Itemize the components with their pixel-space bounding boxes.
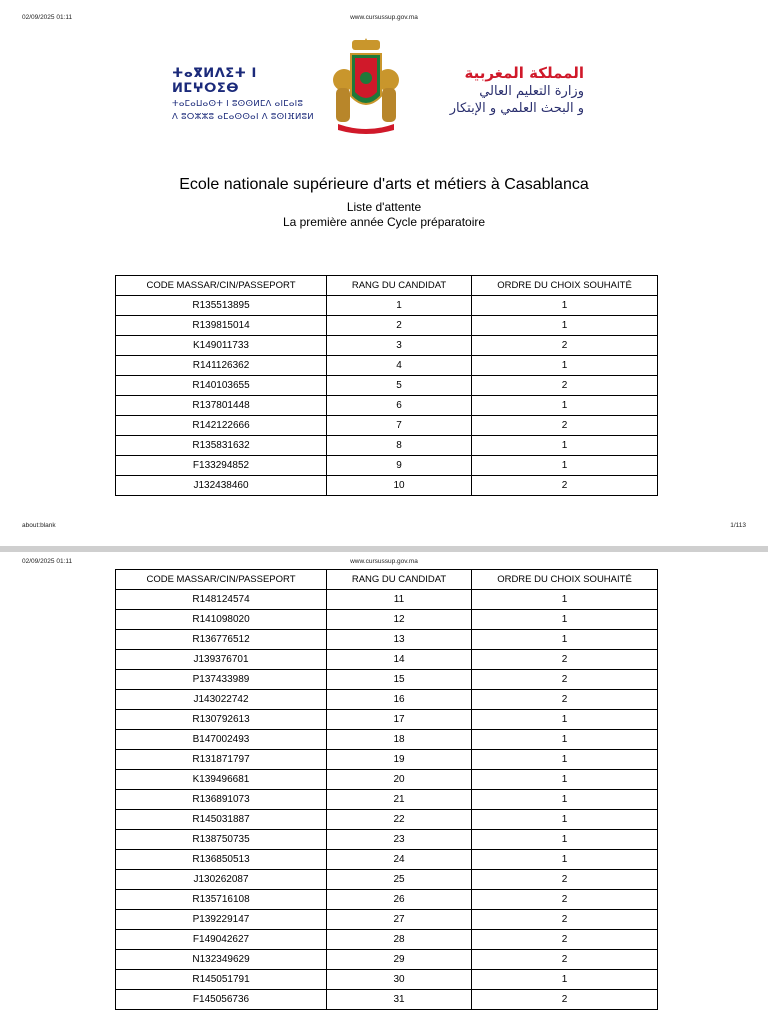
print-url: www.cursussup.gov.ma	[350, 14, 418, 21]
footer-url: about:blank	[22, 522, 56, 529]
cell-rank: 27	[327, 910, 472, 930]
cell-rank: 11	[327, 590, 472, 610]
cell-choice: 2	[472, 476, 658, 496]
table-row	[116, 950, 658, 970]
cell-choice: 2	[472, 990, 658, 1010]
cell-rank: 31	[327, 990, 472, 1010]
table-row	[116, 910, 658, 930]
cell-rank: 18	[327, 730, 472, 750]
table-row	[116, 476, 658, 496]
cell-choice: 2	[472, 930, 658, 950]
table-row	[116, 296, 658, 316]
table-row	[116, 970, 658, 990]
cell-choice: 1	[472, 970, 658, 990]
list-type: Liste d'attente	[346, 200, 422, 214]
cell-code: R136850513	[116, 850, 327, 870]
cell-rank: 14	[327, 650, 472, 670]
cell-code: R140103655	[116, 376, 327, 396]
cell-choice: 1	[472, 356, 658, 376]
tifinagh-line-1: ⵜⴰⴳⵍⴷⵉⵜ ⵏ ⵍⵎⵖⵔⵉⴱ	[172, 66, 257, 96]
table-header-row	[116, 276, 658, 296]
cell-code: R136891073	[116, 790, 327, 810]
cell-choice: 1	[472, 730, 658, 750]
cell-rank: 10	[327, 476, 472, 496]
cell-rank: 2	[327, 316, 472, 336]
table-row	[116, 710, 658, 730]
cell-rank: 3	[327, 336, 472, 356]
cell-choice: 2	[472, 910, 658, 930]
tifinagh-line-2: ⵜⴰⵎⴰⵡⴰⵙⵜ ⵏ ⵓⵙⵙⵍⵎⴷ ⴰⵏⵎⴰⵏⵓ	[172, 99, 304, 109]
cell-code: J139376701	[116, 650, 327, 670]
table-row	[116, 870, 658, 890]
cell-choice: 1	[472, 630, 658, 650]
print-url: www.cursussup.gov.ma	[350, 558, 418, 565]
cell-choice: 1	[472, 710, 658, 730]
cell-rank: 13	[327, 630, 472, 650]
cell-rank: 21	[327, 790, 472, 810]
ministry-logo-band	[164, 30, 606, 142]
cell-choice: 1	[472, 436, 658, 456]
waiting-list-table-page-2	[115, 569, 658, 1010]
cell-choice: 1	[472, 590, 658, 610]
cell-code: P139229147	[116, 910, 327, 930]
table-row	[116, 890, 658, 910]
cell-code: R141126362	[116, 356, 327, 376]
table-row	[116, 590, 658, 610]
table-row	[116, 630, 658, 650]
print-datetime: 02/09/2025 01:11	[22, 14, 73, 21]
document-page-2	[0, 552, 768, 1024]
cell-code: J132438460	[116, 476, 327, 496]
cell-code: R148124574	[116, 590, 327, 610]
cell-choice: 1	[472, 296, 658, 316]
table-row	[116, 376, 658, 396]
waiting-list-table-page-1	[115, 275, 658, 496]
cell-code: J130262087	[116, 870, 327, 890]
column-header-rank: RANG DU CANDIDAT	[327, 276, 472, 296]
cell-rank: 9	[327, 456, 472, 476]
cell-code: R139815014	[116, 316, 327, 336]
cell-rank: 29	[327, 950, 472, 970]
document-title-block	[0, 176, 768, 229]
cell-choice: 2	[472, 670, 658, 690]
cell-rank: 6	[327, 396, 472, 416]
column-header-choice: ORDRE DU CHOIX SOUHAITÉ	[472, 570, 658, 590]
cell-rank: 16	[327, 690, 472, 710]
cell-choice: 1	[472, 750, 658, 770]
cell-code: R130792613	[116, 710, 327, 730]
table-row	[116, 670, 658, 690]
cell-rank: 26	[327, 890, 472, 910]
page-counter: 1/113	[730, 522, 746, 529]
tifinagh-text	[172, 66, 322, 122]
table-row	[116, 456, 658, 476]
cell-code: F133294852	[116, 456, 327, 476]
cell-rank: 17	[327, 710, 472, 730]
cell-choice: 1	[472, 770, 658, 790]
table-row	[116, 850, 658, 870]
table-row	[116, 750, 658, 770]
cell-choice: 2	[472, 650, 658, 670]
cell-code: R137801448	[116, 396, 327, 416]
tifinagh-line-3: ⴷ ⵓⵔⵣⵣⵓ ⴰⵎⴰⵙⵙⴰⵏ ⴷ ⵓⵙⵏⴼⵍⵓⵍ	[172, 112, 314, 122]
table-row	[116, 650, 658, 670]
cell-rank: 1	[327, 296, 472, 316]
table-row	[116, 730, 658, 750]
cell-code: J143022742	[116, 690, 327, 710]
cell-choice: 2	[472, 890, 658, 910]
column-header-choice: ORDRE DU CHOIX SOUHAITÉ	[472, 276, 658, 296]
cell-choice: 2	[472, 416, 658, 436]
cell-choice: 1	[472, 830, 658, 850]
cell-code: R141098020	[116, 610, 327, 630]
cell-choice: 1	[472, 316, 658, 336]
cell-choice: 2	[472, 690, 658, 710]
cell-choice: 2	[472, 870, 658, 890]
cell-rank: 19	[327, 750, 472, 770]
cell-rank: 30	[327, 970, 472, 990]
cell-rank: 12	[327, 610, 472, 630]
cell-choice: 2	[472, 336, 658, 356]
table-row	[116, 810, 658, 830]
table-row	[116, 770, 658, 790]
cell-rank: 24	[327, 850, 472, 870]
cell-code: P137433989	[116, 670, 327, 690]
cell-rank: 23	[327, 830, 472, 850]
arabic-line-2: وزارة التعليم العالي	[479, 84, 584, 99]
column-header-code: CODE MASSAR/CIN/PASSEPORT	[116, 570, 327, 590]
column-header-code: CODE MASSAR/CIN/PASSEPORT	[116, 276, 327, 296]
cell-code: R145031887	[116, 810, 327, 830]
cell-code: F149042627	[116, 930, 327, 950]
cell-choice: 1	[472, 456, 658, 476]
cell-code: B147002493	[116, 730, 327, 750]
table-row	[116, 610, 658, 630]
cell-code: R142122666	[116, 416, 327, 436]
table-row	[116, 436, 658, 456]
cell-code: R138750735	[116, 830, 327, 850]
cell-code: F145056736	[116, 990, 327, 1010]
cell-code: R136776512	[116, 630, 327, 650]
cell-code: R135831632	[116, 436, 327, 456]
cell-rank: 28	[327, 930, 472, 950]
column-header-rank: RANG DU CANDIDAT	[327, 570, 472, 590]
cell-code: R131871797	[116, 750, 327, 770]
cell-choice: 1	[472, 396, 658, 416]
arabic-line-3: و البحث العلمي و الإبتكار	[449, 101, 584, 116]
cell-choice: 1	[472, 790, 658, 810]
cell-rank: 7	[327, 416, 472, 436]
cycle-name: La première année Cycle préparatoire	[282, 215, 486, 229]
cell-choice: 2	[472, 950, 658, 970]
table-row	[116, 316, 658, 336]
cell-code: K149011733	[116, 336, 327, 356]
cell-code: N132349629	[116, 950, 327, 970]
cell-code: R135513895	[116, 296, 327, 316]
table-row	[116, 990, 658, 1010]
print-datetime: 02/09/2025 01:11	[22, 558, 73, 565]
table-row	[116, 336, 658, 356]
cell-choice: 2	[472, 376, 658, 396]
cell-rank: 4	[327, 356, 472, 376]
table-row	[116, 356, 658, 376]
table-row	[116, 690, 658, 710]
cell-rank: 22	[327, 810, 472, 830]
cell-rank: 25	[327, 870, 472, 890]
cell-choice: 1	[472, 610, 658, 630]
cell-code: R145051791	[116, 970, 327, 990]
table-row	[116, 396, 658, 416]
table-row	[116, 830, 658, 850]
school-name: Ecole nationale supérieure d'arts et métiers à Casablanca	[179, 176, 589, 193]
arabic-text	[414, 64, 584, 116]
table-row	[116, 416, 658, 436]
table-row	[116, 930, 658, 950]
table-row	[116, 790, 658, 810]
arabic-line-1: المملكة المغربية	[464, 64, 584, 82]
cell-rank: 20	[327, 770, 472, 790]
coat-of-arms-icon	[332, 38, 400, 138]
cell-rank: 5	[327, 376, 472, 396]
table-header-row	[116, 570, 658, 590]
cell-rank: 15	[327, 670, 472, 690]
cell-code: K139496681	[116, 770, 327, 790]
cell-rank: 8	[327, 436, 472, 456]
cell-choice: 1	[472, 810, 658, 830]
cell-choice: 1	[472, 850, 658, 870]
cell-code: R135716108	[116, 890, 327, 910]
